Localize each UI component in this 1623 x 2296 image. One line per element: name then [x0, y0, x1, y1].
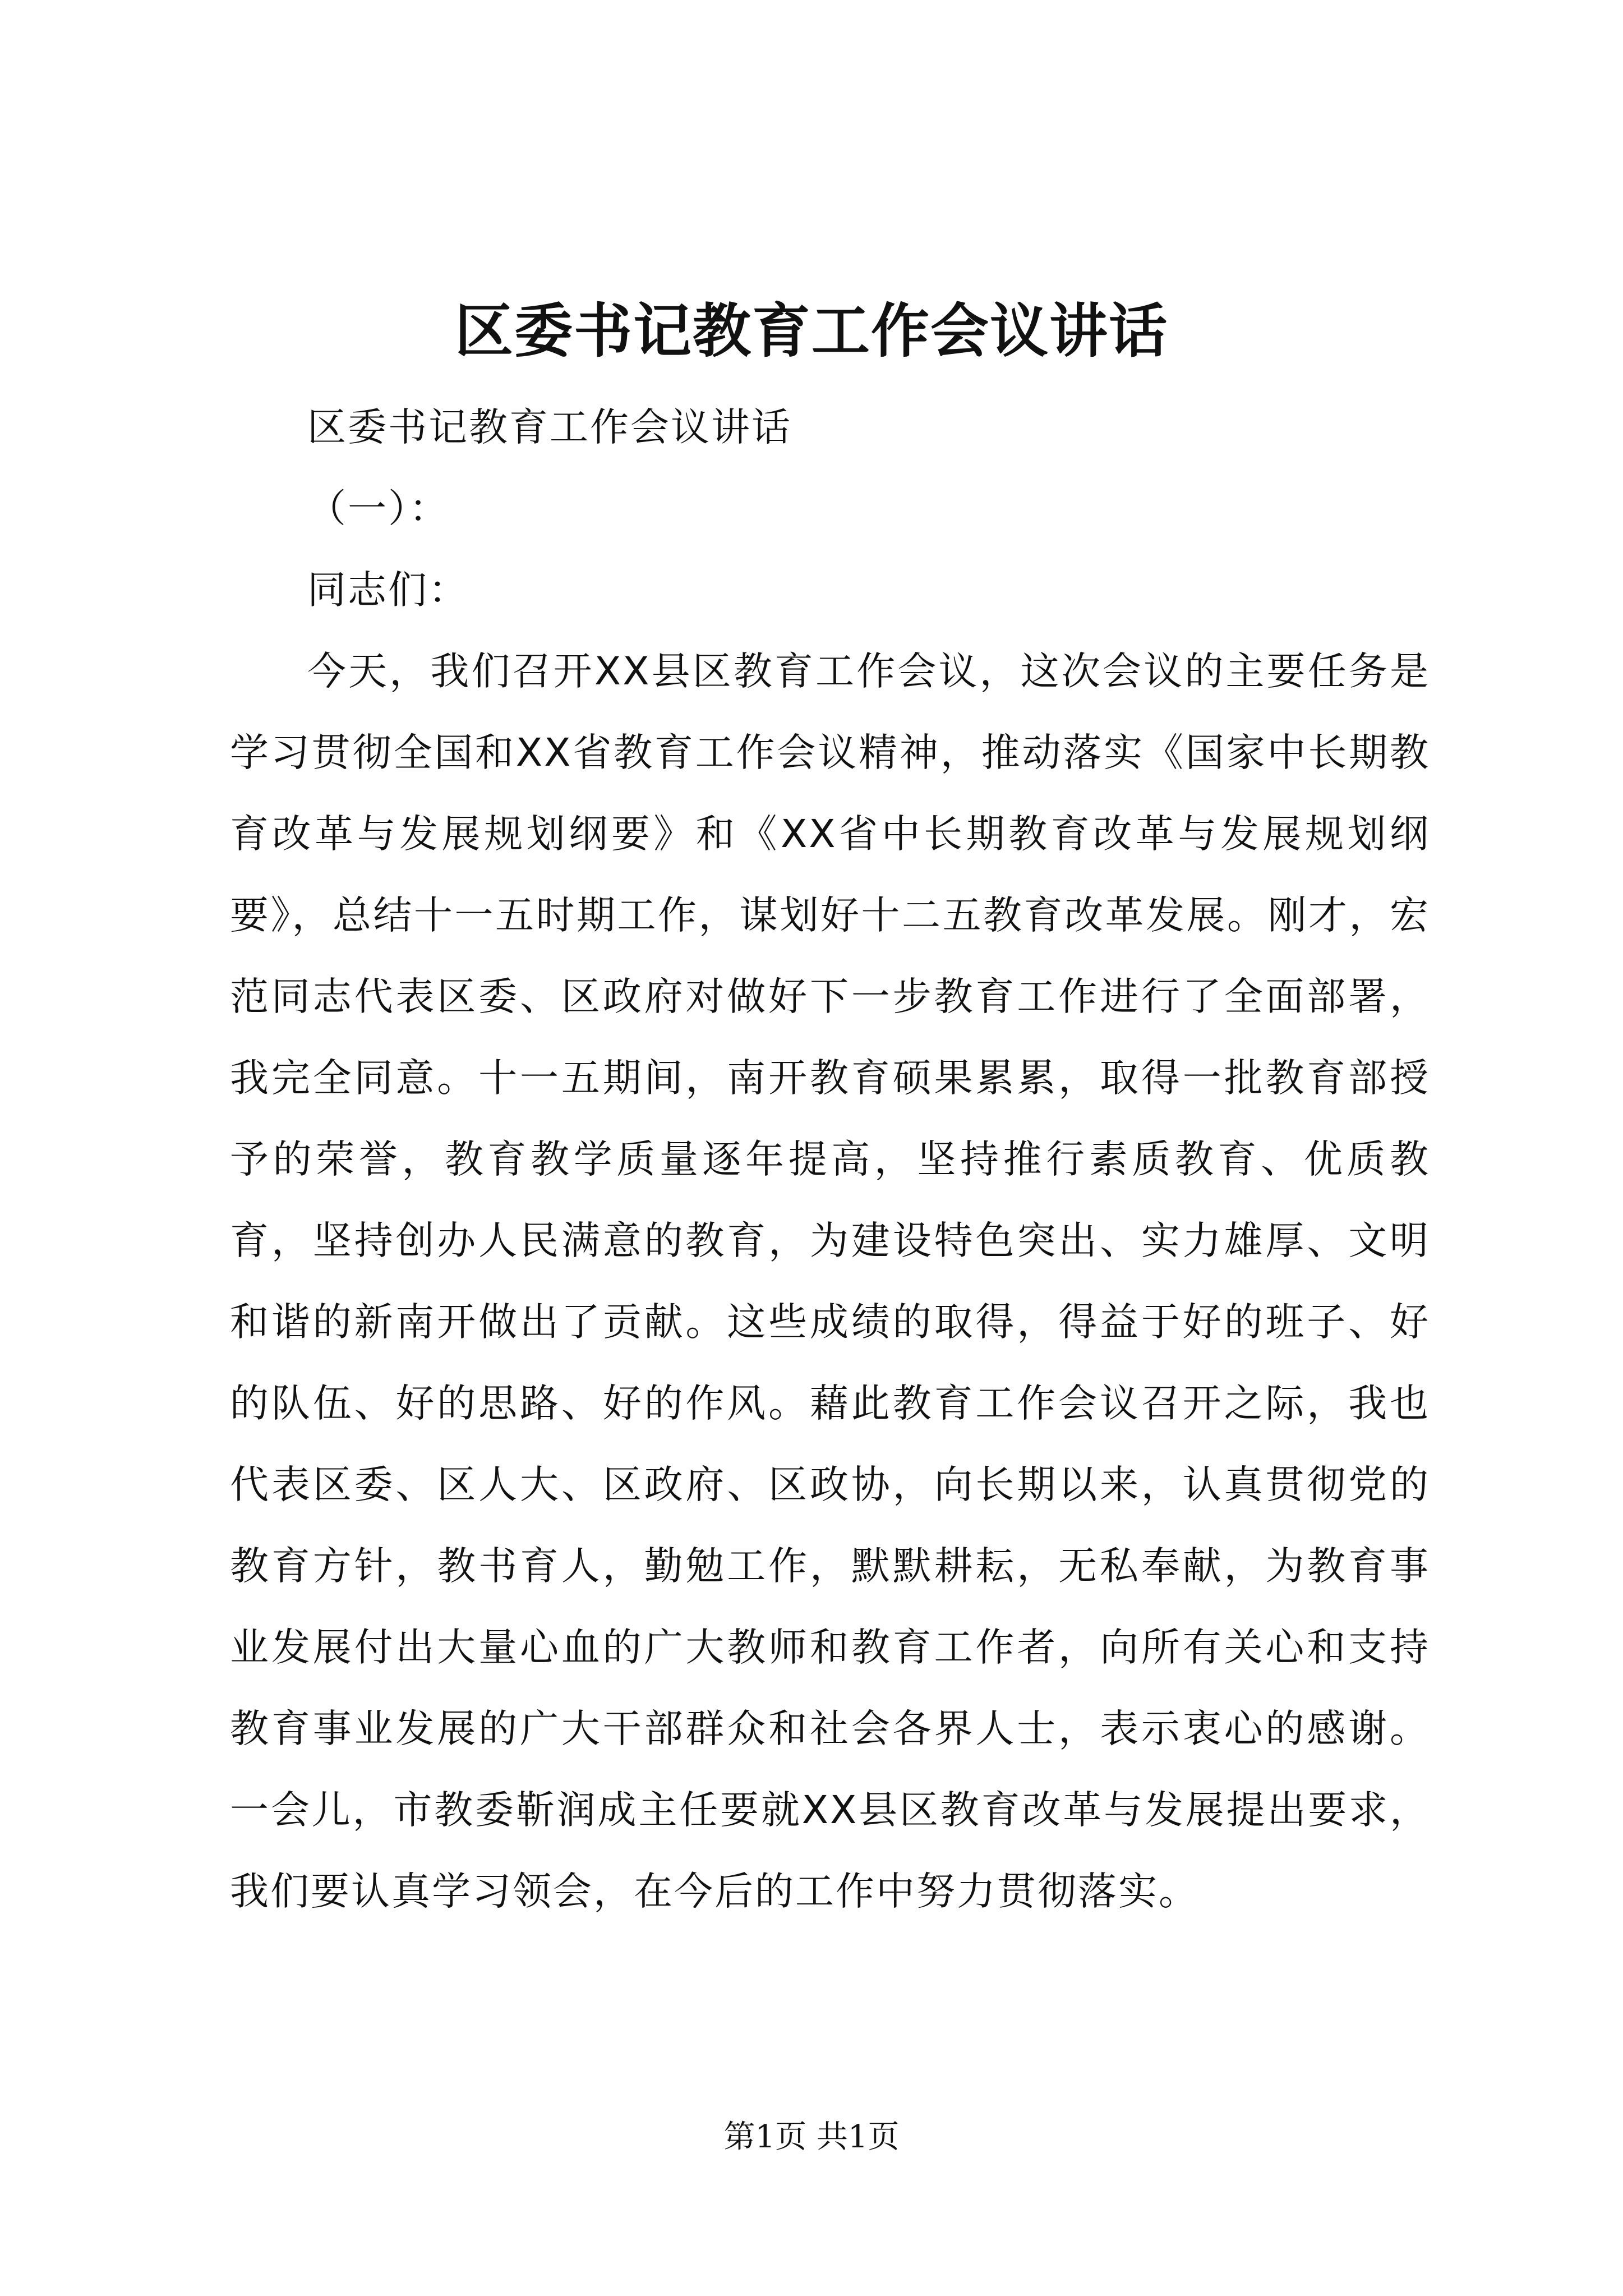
body-paragraph: 今天，我们召开XX县区教育工作会议，这次会议的主要任务是学习贯彻全国和XX省教育工作会议精神，推动落实《国家中长期教育改革与发展规划纲要》和《XX省中长期教育改革与发展规划纲要》，总结十一五时期工作，谋划好十二五教育改革发展。刚才，宏范同志代表区委、区政府对做好下一步教育工作进行了全面部署，我完全同意。十一五期间，南开教育硕果累累，取得一批教育部授予的荣誉，教育教学质量逐年提高，坚持推行素质教育、优质教育，坚持创办人民满意的教育，为建设特色突出、实力雄厚、文明和谐的新南开做出了贡献。这些成绩的取得，得益于好的班子、好的队伍、好的思路、好的作风。藉此教育工作会议召开之际，我也代表区委、区人大、区政府、区政协，向长期以来，认真贯彻党的教育方针，教书育人，勤勉工作，默默耕耘，无私奉献，为教育事业发展付出大量心血的广大教师和教育工作者，向所有关心和支持教育事业发展的广大干部群众和社会各界人士，表示衷心的感谢。一会儿，市教委靳润成主任要就XX县区教育改革与发展提出要求，我们要认真学习领会，在今后的工作中努力贯彻落实。 [230, 649, 1430, 1914]
document-body [230, 387, 1430, 1932]
section-number: （一）： [307, 486, 450, 531]
subtitle-paragraph: 区委书记教育工作会议讲话 [307, 405, 792, 450]
salutation: 同志们： [307, 568, 469, 613]
document-title: 区委书记教育工作会议讲话 [454, 296, 1168, 365]
page-footer: 第1页 共1页 [723, 2119, 900, 2155]
